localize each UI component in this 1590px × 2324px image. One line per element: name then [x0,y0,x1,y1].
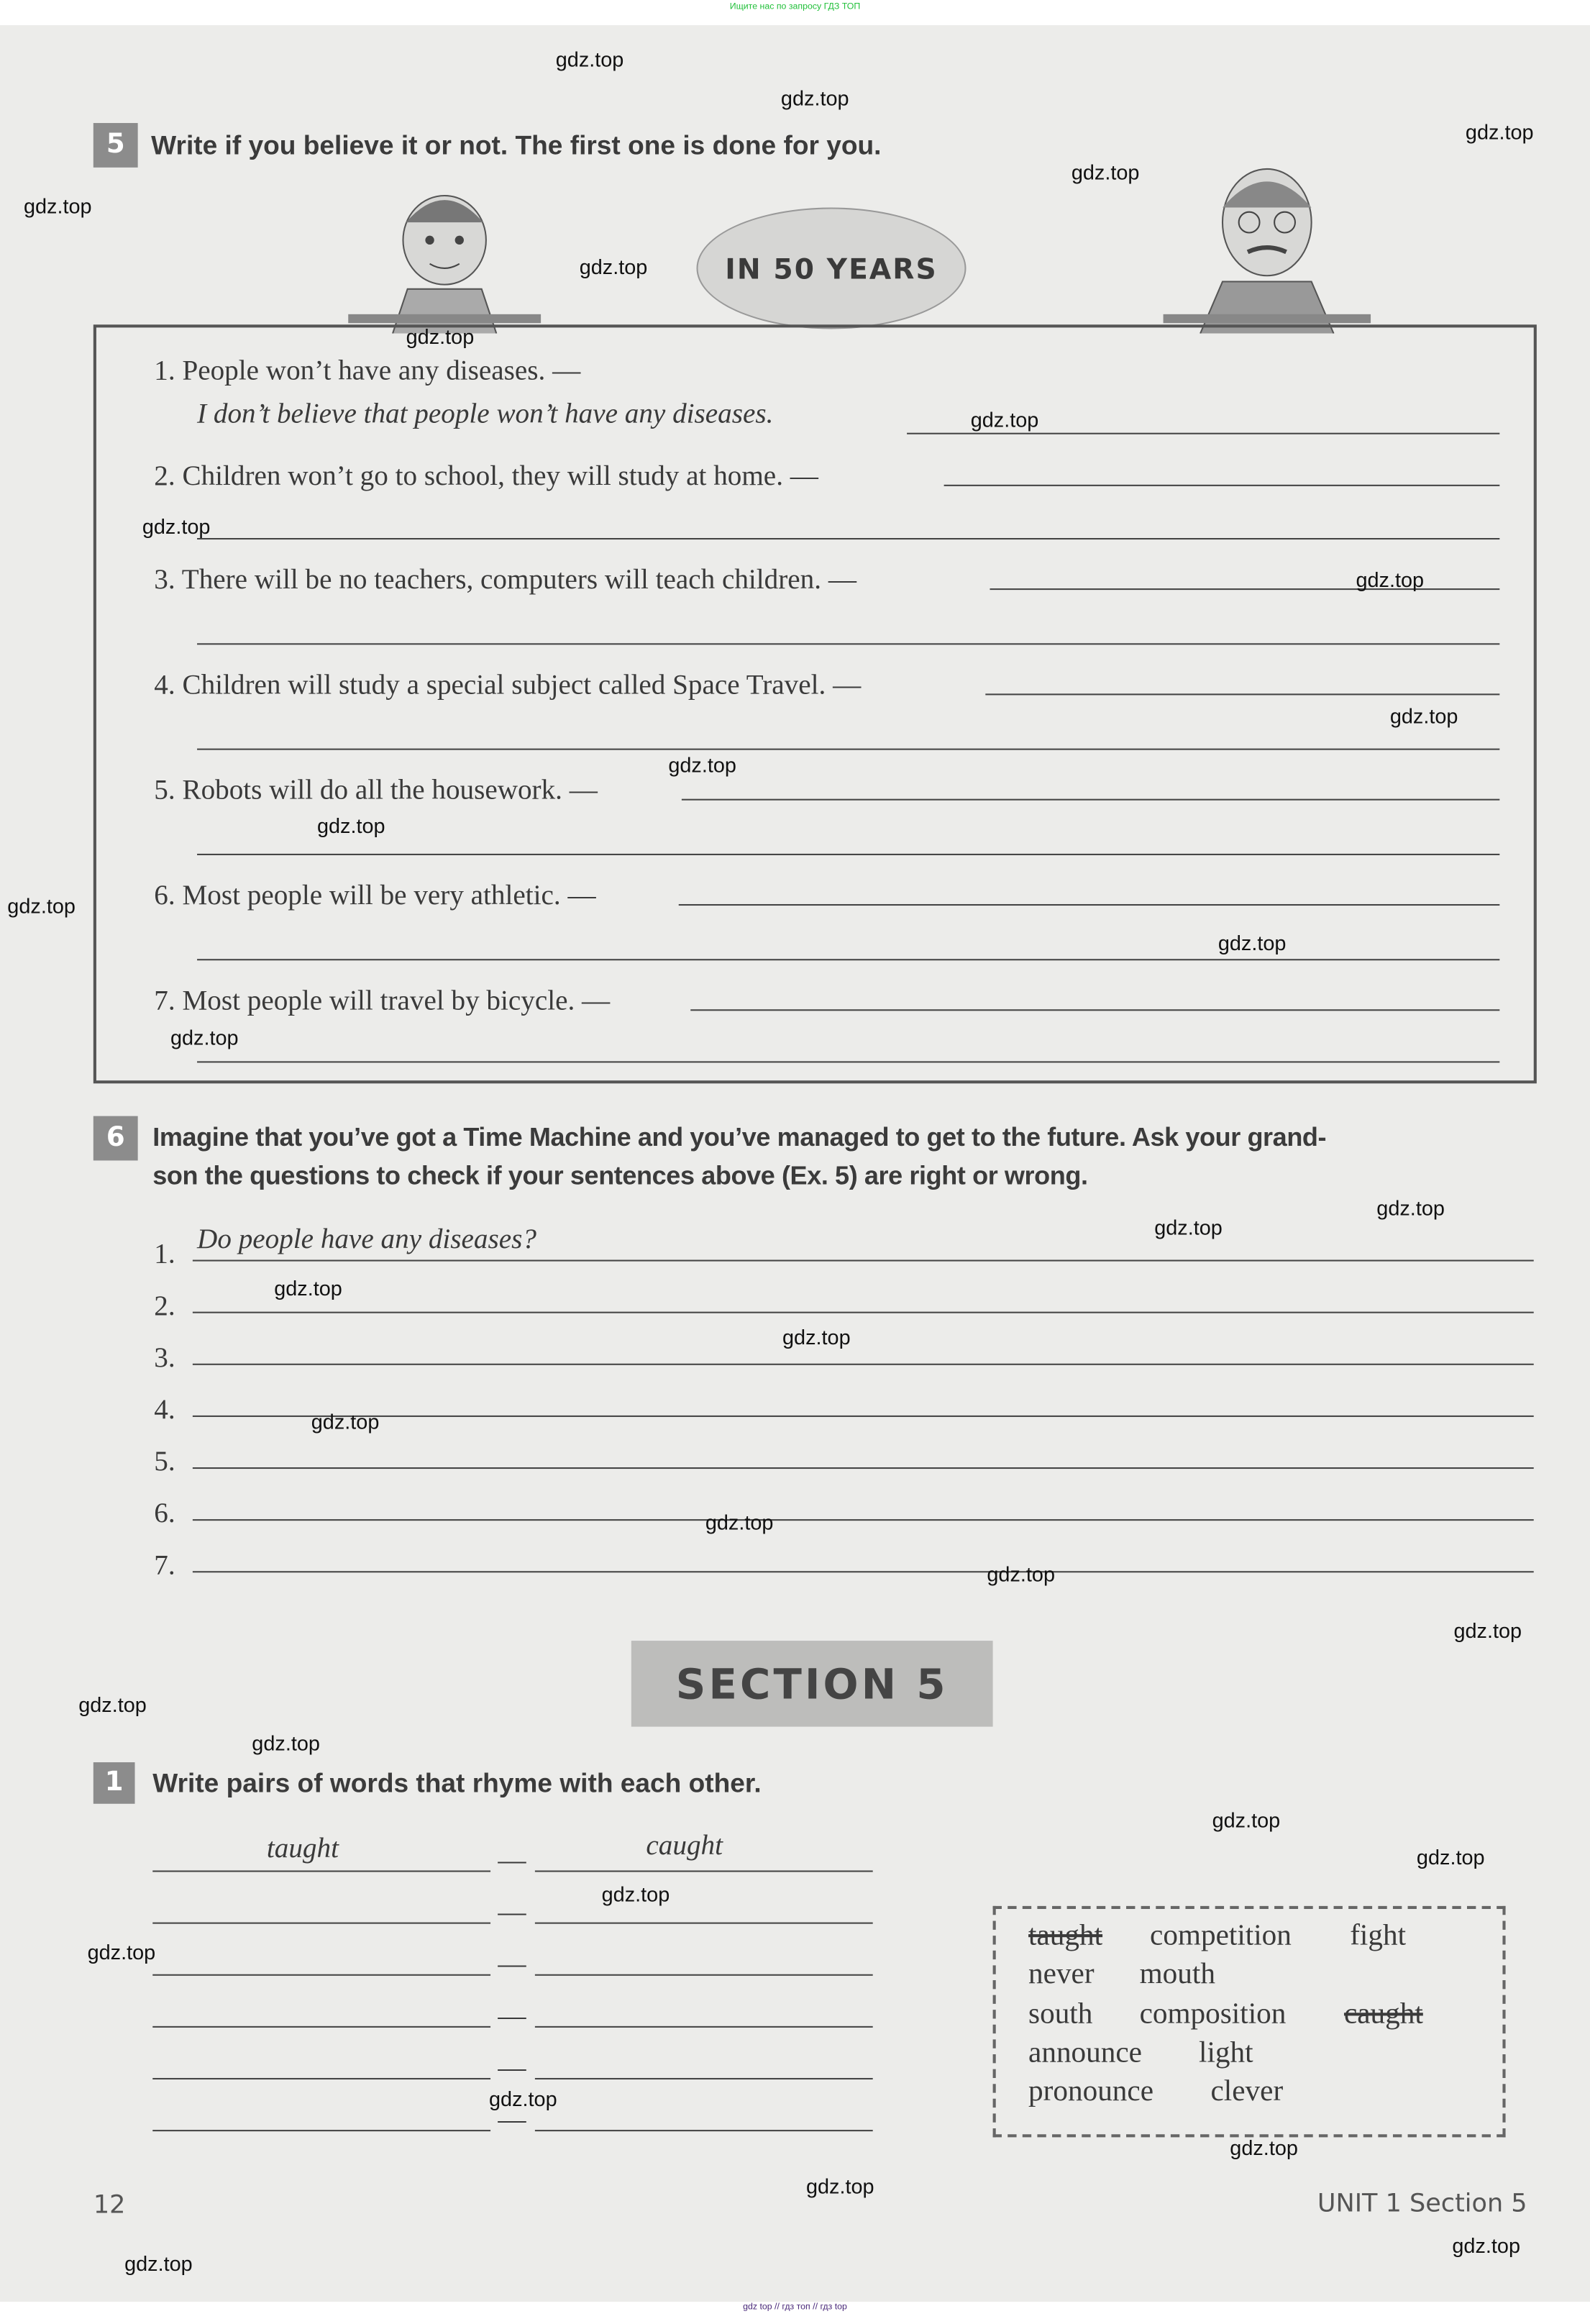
rhyme-answer-line-left[interactable] [152,2078,490,2079]
watermark-text: gdz.top [780,86,849,110]
answer-line[interactable] [193,1260,1534,1262]
rhyme-dash: — [498,2000,526,2033]
item-text: Children will study a special subject called Space Travel. — [182,670,862,701]
ex5-item-3 [154,565,856,597]
grandfather-illustration-icon [1156,148,1378,334]
answer-line[interactable] [197,959,1499,960]
item-text: Most people will be very athletic. — [182,880,596,912]
watermark-text: gdz.top [23,193,92,218]
answer-line[interactable] [197,854,1499,855]
watermark-text: gdz.top [705,1510,774,1534]
rhyme-answer-line-left[interactable] [152,2026,490,2028]
item-number: 3. [154,565,175,596]
watermark-text: gdz.top [7,893,76,918]
watermark-text: gdz.top [87,1940,156,1964]
rhyme-dash: — [498,2105,526,2136]
word-box-word: pronounce [1028,2074,1154,2108]
word-box-word: never [1028,1958,1095,1991]
watermark-text: gdz.top [970,407,1039,432]
watermark-text: gdz.top [987,1562,1056,1586]
watermark-text: gdz.top [252,1731,320,1755]
watermark-text: gdz.top [1376,1195,1445,1220]
watermark-text: gdz.top [170,1025,239,1049]
exercise-5-instruction: Write if you believe it or not. The first one is done for you. [151,130,882,160]
answer-line[interactable] [193,1364,1534,1365]
ex6-example-answer: Do people have any diseases? [197,1224,536,1256]
section-title: SECTION 5 [631,1641,993,1727]
word-box-word: south [1028,1997,1093,2031]
ex5-item-6 [154,880,595,913]
ex5-item-2 [154,461,818,493]
footer-label [1317,2189,1527,2219]
top-banner[interactable]: Ищите нас по запросу ГДЗ ТОП [729,3,861,12]
answer-line[interactable] [193,1312,1534,1313]
ex5-item-7 [154,985,610,1018]
watermark-text: gdz.top [1452,2233,1521,2258]
answer-line[interactable] [193,1519,1534,1521]
watermark-text: gdz.top [579,255,648,279]
answer-line[interactable] [193,1571,1534,1572]
ex6-line-number: 5. [154,1446,175,1478]
footer-section: Section 5 [1409,2189,1527,2219]
answer-line[interactable] [679,904,1500,906]
item-text: People won’t have any diseases. — [182,355,581,387]
rhyme-answer-line-right[interactable] [535,2078,873,2079]
rhyme-dash: — [498,1897,526,1928]
watermark-text: gdz.top [805,2174,874,2198]
answer-line[interactable] [682,799,1499,801]
word-box-word: announce [1028,2036,1142,2069]
item-text: There will be no teachers, computers will teach children. — [181,565,856,596]
watermark-text: gdz.top [555,47,624,71]
exercise-5-box [93,324,1537,1083]
watermark-text: gdz.top [124,2251,193,2276]
example-right-word: caught [646,1830,723,1862]
watermark-text: gdz.top [311,1409,380,1434]
in-50-years-label: IN 50 YEARS [696,207,966,329]
watermark-text: gdz.top [406,324,475,349]
ex6-line-number: 7. [154,1550,175,1582]
answer-line[interactable] [197,538,1499,539]
rhyme-answer-line-right[interactable] [535,1870,873,1872]
rhyme-dash: — [498,1949,526,1980]
answer-line[interactable] [193,1416,1534,1417]
answer-line[interactable] [985,693,1499,695]
exercise-6-instruction-line-1: Imagine that you’ve got a Time Machine and you’ve managed to get to the future. Ask your grand- [152,1121,1327,1152]
answer-line[interactable] [907,433,1499,434]
watermark-text: gdz.top [1071,160,1140,184]
ex5-item-1-answer: I don’t believe that people won’t have any diseases. [197,398,774,430]
answer-line[interactable] [197,1061,1499,1062]
watermark-text: gdz.top [1465,119,1534,144]
watermark-text: gdz.top [316,814,385,838]
watermark-text: gdz.top [1212,1808,1281,1832]
ex6-line-number: 1. [154,1239,175,1270]
exercise-6-number: 6 [93,1116,138,1161]
answer-line[interactable] [193,1467,1534,1469]
word-box-word: mouth [1139,1958,1215,1991]
exercise-5-number: 5 [93,123,138,168]
rhyme-answer-line-left[interactable] [152,1923,490,1924]
rhyme-dash: — [498,2052,526,2084]
rhyme-answer-line-left[interactable] [152,2130,490,2131]
word-box-word: clever [1210,2074,1284,2108]
bottom-banner[interactable]: gdz top // гдз топ // гдз top [743,2303,847,2312]
ex5-item-5 [154,775,598,808]
answer-line[interactable] [197,749,1499,750]
rhyme-answer-line-left[interactable] [152,1870,490,1872]
item-number: 2. [154,460,175,493]
word-box-word: competition [1150,1919,1292,1952]
ex6-line-number: 3. [154,1342,175,1375]
watermark-text: gdz.top [142,514,211,538]
item-number: 5. [154,775,175,806]
exercise-6-instruction-line-2: son the questions to check if your sentences above (Ex. 5) are right or wrong. [152,1160,1088,1190]
watermark-text: gdz.top [1453,1618,1522,1643]
watermark-text: gdz.top [1356,568,1425,592]
watermark-text: gdz.top [78,1692,147,1717]
ex5-item-4 [154,670,861,702]
footer-unit: UNIT 1 [1317,2189,1402,2219]
rhyme-answer-line-right[interactable] [535,2026,873,2028]
watermark-text: gdz.top [274,1276,342,1300]
ex6-line-number: 6. [154,1498,175,1530]
section5-exercise-1-instruction: Write pairs of words that rhyme with each other. [152,1768,762,1798]
page-number: 12 [93,2190,126,2220]
answer-line[interactable] [197,643,1499,644]
ex6-line-number: 4. [154,1395,175,1426]
boy-illustration-icon [341,178,548,333]
section5-exercise-1-number: 1 [93,1762,135,1804]
item-number: 7. [154,985,175,1017]
rhyme-dash: — [498,1845,526,1877]
word-box-word: composition [1139,1997,1287,2031]
example-left-word: taught [266,1833,339,1865]
watermark-text: gdz.top [1389,703,1458,728]
item-number: 6. [154,880,175,912]
watermark-text: gdz.top [1416,1845,1485,1869]
word-box-word: taught [1028,1919,1103,1952]
rhyme-answer-line-right[interactable] [535,1923,873,1924]
watermark-text: gdz.top [488,2087,557,2111]
rhyme-answer-line-right[interactable] [535,1974,873,1976]
word-box-word: light [1199,2036,1253,2069]
ex6-line-number: 2. [154,1290,175,1323]
watermark-text: gdz.top [1217,931,1287,955]
answer-line[interactable] [690,1009,1499,1011]
watermark-text: gdz.top [601,1882,670,1906]
watermark-text: gdz.top [1230,2136,1298,2160]
word-box-word: fight [1350,1919,1407,1952]
item-number: 4. [154,670,175,701]
item-number: 1. [154,355,175,387]
watermark-text: gdz.top [1154,1215,1223,1239]
rhyme-answer-line-left[interactable] [152,1974,490,1976]
watermark-text: gdz.top [668,752,736,777]
watermark-text: gdz.top [782,1325,851,1349]
item-text: Robots will do all the housework. — [182,775,598,806]
item-text: Most people will travel by bicycle. — [182,985,611,1017]
word-box-word: caught [1343,1997,1423,2031]
item-text: Children won’t go to school, they will study at home. — [182,460,818,493]
rhyme-answer-line-right[interactable] [535,2130,873,2131]
word-box [993,1906,1506,2137]
ex5-item-1 [154,356,580,388]
answer-line[interactable] [944,485,1500,486]
